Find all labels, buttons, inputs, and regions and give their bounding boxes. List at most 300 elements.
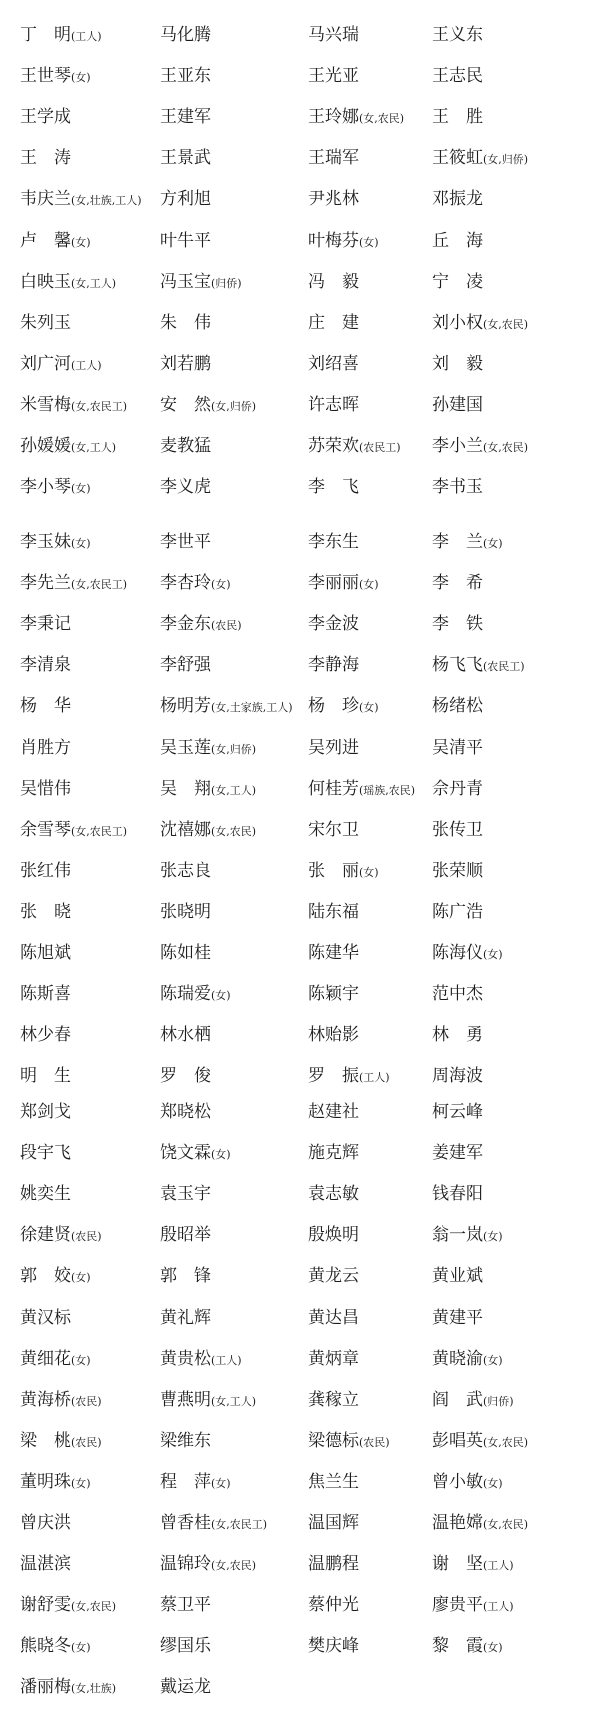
name-entry xyxy=(432,1510,528,1536)
person-note: (农民) xyxy=(71,1230,102,1244)
person-name: 熊晓冬 xyxy=(20,1636,71,1657)
name-entry xyxy=(308,735,359,761)
person-name: 刘 毅 xyxy=(432,353,483,374)
person-name: 曾小敏 xyxy=(432,1471,483,1492)
person-name: 郑剑戈 xyxy=(20,1102,71,1122)
person-note: (女) xyxy=(483,948,503,961)
name-entry xyxy=(432,1469,503,1495)
name-entry xyxy=(308,392,359,418)
name-entry xyxy=(160,1551,256,1577)
person-name: 郑晓松 xyxy=(160,1102,211,1122)
name-entry xyxy=(20,228,91,254)
person-name: 张 晓 xyxy=(20,901,71,922)
person-name: 李东生 xyxy=(308,532,359,552)
person-name: 赵建社 xyxy=(308,1102,359,1122)
person-name: 黄业斌 xyxy=(432,1266,483,1287)
name-entry xyxy=(160,1222,211,1248)
person-note: (女,工人) xyxy=(71,276,117,290)
person-name: 王筱虹 xyxy=(432,148,483,169)
person-name: 吴惜伟 xyxy=(20,778,71,799)
person-name: 陈广浩 xyxy=(432,901,483,922)
person-name: 黄汉标 xyxy=(20,1307,71,1328)
person-name: 安 然 xyxy=(160,394,211,415)
name-entry xyxy=(160,1022,211,1048)
name-entry xyxy=(432,22,483,48)
person-name: 苏荣欢 xyxy=(308,436,359,456)
person-note: (女,农民) xyxy=(483,441,529,454)
name-entry xyxy=(308,1510,359,1536)
person-name: 张志良 xyxy=(160,860,211,881)
name-entry xyxy=(432,1592,514,1618)
name-entry xyxy=(432,570,483,596)
person-name: 李先兰 xyxy=(20,573,71,594)
name-entry xyxy=(20,858,71,884)
name-entry xyxy=(160,104,211,130)
person-name: 樊庆峰 xyxy=(308,1636,359,1657)
name-entry xyxy=(432,611,483,637)
person-name: 柯云峰 xyxy=(432,1102,483,1122)
person-name: 黄礼辉 xyxy=(160,1307,211,1328)
name-entry xyxy=(20,1551,71,1577)
name-entry xyxy=(432,392,483,418)
name-entry xyxy=(20,1181,71,1207)
person-name: 陈海仪 xyxy=(432,943,483,963)
person-note: (女) xyxy=(359,578,379,592)
person-name: 杨 珍 xyxy=(308,696,359,717)
name-entry xyxy=(308,433,401,459)
name-entry xyxy=(20,1674,116,1700)
name-entry xyxy=(432,1387,514,1413)
person-name: 温锦玲 xyxy=(160,1554,211,1575)
name-entry xyxy=(20,1510,71,1536)
person-name: 李小兰 xyxy=(432,436,483,456)
name-entry xyxy=(160,186,211,212)
person-name: 潘丽梅 xyxy=(20,1677,71,1698)
person-note: (女,农民工) xyxy=(71,824,128,838)
person-name: 米雪梅 xyxy=(20,394,71,415)
person-note: (农民) xyxy=(359,1435,390,1449)
person-name: 肖胜方 xyxy=(20,737,71,758)
person-name: 黄达昌 xyxy=(308,1307,359,1328)
name-entry xyxy=(20,1346,91,1372)
person-name: 陈斯喜 xyxy=(20,984,71,1005)
name-entry xyxy=(160,1510,267,1536)
name-entry xyxy=(160,433,211,459)
name-entry xyxy=(308,776,415,802)
person-name: 黄炳章 xyxy=(308,1348,359,1369)
person-name: 卢 馨 xyxy=(20,230,71,251)
name-entry xyxy=(160,1592,211,1618)
person-name: 黄贵松 xyxy=(160,1348,211,1369)
person-name: 周海波 xyxy=(432,1066,483,1087)
person-note: (女) xyxy=(211,989,231,1003)
name-entry xyxy=(20,310,71,336)
person-name: 刘绍喜 xyxy=(308,353,359,374)
person-name: 谢 坚 xyxy=(432,1554,483,1575)
name-entry xyxy=(160,1263,211,1289)
person-note: (归侨) xyxy=(211,276,242,290)
name-entry xyxy=(20,474,91,500)
person-note: (女,农民) xyxy=(483,1518,529,1531)
name-entry xyxy=(20,1592,116,1618)
name-entry xyxy=(160,570,231,596)
person-name: 孙媛媛 xyxy=(20,436,71,456)
person-name: 温艳嫦 xyxy=(432,1513,483,1533)
person-name: 佘丹青 xyxy=(432,778,483,799)
person-name: 杨飞飞 xyxy=(432,655,483,676)
name-entry xyxy=(432,735,483,761)
person-name: 王玲娜 xyxy=(308,107,359,128)
person-note: (女,农民工) xyxy=(71,578,128,592)
person-note: (女) xyxy=(483,1641,503,1655)
person-note: (女) xyxy=(71,235,91,249)
name-entry xyxy=(308,1305,359,1331)
name-entry xyxy=(20,652,71,678)
person-note: (女) xyxy=(71,71,91,85)
person-name: 谢舒雯 xyxy=(20,1595,71,1616)
person-name: 朱 伟 xyxy=(160,312,211,333)
name-entry xyxy=(432,1222,503,1248)
person-note: (女,壮族) xyxy=(71,1682,117,1696)
person-name: 白映玉 xyxy=(20,271,71,292)
name-entry xyxy=(160,1181,211,1207)
person-note: (女) xyxy=(359,865,379,879)
person-name: 曹燕明 xyxy=(160,1389,211,1410)
name-entry xyxy=(308,1222,359,1248)
person-name: 郭 锋 xyxy=(160,1266,211,1287)
person-note: (工人) xyxy=(483,1600,514,1614)
name-entry xyxy=(20,1063,71,1089)
person-name: 温国辉 xyxy=(308,1513,359,1533)
person-note: (农民) xyxy=(211,619,242,633)
person-name: 王瑞军 xyxy=(308,148,359,169)
name-entry xyxy=(160,1140,231,1166)
name-entry xyxy=(432,104,483,130)
person-name: 钱春阳 xyxy=(432,1184,483,1205)
person-name: 陈瑞爱 xyxy=(160,984,211,1005)
person-name: 袁玉宇 xyxy=(160,1184,211,1205)
person-name: 黎 霞 xyxy=(432,1636,483,1657)
name-entry xyxy=(20,63,91,89)
person-note: (女,农民) xyxy=(483,317,529,331)
name-entry xyxy=(432,228,483,254)
person-name: 王景武 xyxy=(160,148,211,169)
name-entry xyxy=(160,1428,211,1454)
person-name: 范中杰 xyxy=(432,984,483,1005)
person-name: 李金东 xyxy=(160,614,211,635)
person-name: 陆东福 xyxy=(308,901,359,922)
name-entry xyxy=(160,1674,211,1700)
person-name: 吴玉莲 xyxy=(160,737,211,758)
person-name: 李丽丽 xyxy=(308,573,359,594)
person-name: 罗 俊 xyxy=(160,1066,211,1087)
person-name: 姚奕生 xyxy=(20,1184,71,1205)
name-entry xyxy=(160,63,211,89)
name-entry xyxy=(20,433,116,459)
name-entry xyxy=(308,1181,359,1207)
person-name: 殷焕明 xyxy=(308,1225,359,1246)
name-entry xyxy=(160,310,211,336)
person-note: (女,壮族,工人) xyxy=(71,194,142,208)
name-entry xyxy=(308,186,359,212)
person-name: 李义虎 xyxy=(160,477,211,498)
person-note: (女) xyxy=(71,1641,91,1655)
person-name: 丁 明 xyxy=(20,25,71,45)
person-name: 梁 桃 xyxy=(20,1430,71,1451)
person-note: (女,土家族,工人) xyxy=(211,701,293,715)
person-name: 李杏玲 xyxy=(160,573,211,594)
name-entry xyxy=(432,652,525,678)
person-note: (农民) xyxy=(71,1435,102,1449)
name-entry xyxy=(20,392,127,418)
person-note: (工人) xyxy=(71,358,102,372)
name-entry xyxy=(20,104,71,130)
name-entry xyxy=(308,981,359,1007)
person-name: 程 萍 xyxy=(160,1471,211,1492)
person-name: 曾香桂 xyxy=(160,1513,211,1533)
name-entry xyxy=(20,940,71,966)
person-note: (女,农民) xyxy=(71,1600,117,1614)
name-entry xyxy=(308,1346,359,1372)
name-entry xyxy=(20,1633,91,1659)
person-name: 蔡仲光 xyxy=(308,1595,359,1616)
person-name: 阎 武 xyxy=(432,1389,483,1410)
name-entry xyxy=(20,735,71,761)
name-entry xyxy=(308,858,379,884)
name-entry xyxy=(432,351,483,377)
person-name: 温湛滨 xyxy=(20,1554,71,1575)
person-name: 王光亚 xyxy=(308,66,359,87)
name-entry xyxy=(308,693,379,719)
person-name: 何桂芳 xyxy=(308,778,359,799)
name-entry xyxy=(20,1140,71,1166)
person-name: 廖贵平 xyxy=(432,1595,483,1616)
person-name: 黄晓渝 xyxy=(432,1348,483,1369)
name-entry xyxy=(20,817,127,843)
name-entry xyxy=(432,1305,483,1331)
person-name: 杨 华 xyxy=(20,696,71,717)
name-entry xyxy=(308,351,359,377)
person-name: 梁维东 xyxy=(160,1430,211,1451)
name-entry xyxy=(432,776,483,802)
person-note: (农民) xyxy=(71,1394,102,1408)
name-entry xyxy=(432,186,483,212)
person-name: 龚稼立 xyxy=(308,1389,359,1410)
name-entry xyxy=(432,63,483,89)
name-entry xyxy=(160,1063,211,1089)
name-entry xyxy=(308,1022,359,1048)
person-name: 张荣顺 xyxy=(432,860,483,881)
person-name: 林 勇 xyxy=(432,1025,483,1046)
name-entry xyxy=(308,1551,359,1577)
name-entry xyxy=(20,186,142,212)
name-entry xyxy=(308,1633,359,1659)
name-entry xyxy=(432,474,483,500)
name-entry xyxy=(308,104,404,130)
person-name: 许志晖 xyxy=(308,394,359,415)
name-entry xyxy=(308,1263,359,1289)
name-entry xyxy=(432,899,483,925)
person-name: 王世琴 xyxy=(20,66,71,87)
person-name: 马化腾 xyxy=(160,25,211,45)
name-entry xyxy=(160,693,293,719)
person-name: 陈旭斌 xyxy=(20,943,71,963)
name-entry xyxy=(20,145,71,171)
person-note: (女) xyxy=(211,578,231,592)
person-name: 王义东 xyxy=(432,25,483,45)
name-entry xyxy=(20,22,102,48)
name-entry xyxy=(308,22,359,48)
person-name: 马兴瑞 xyxy=(308,25,359,45)
person-note: (女) xyxy=(483,1476,503,1490)
person-name: 姜建军 xyxy=(432,1143,483,1164)
person-name: 陈如桂 xyxy=(160,943,211,963)
person-name: 朱列玉 xyxy=(20,312,71,333)
person-note: (女) xyxy=(359,701,379,715)
name-entry xyxy=(432,1140,483,1166)
person-note: (女) xyxy=(359,235,379,249)
person-note: (女,农民工) xyxy=(71,399,128,413)
person-name: 吴列进 xyxy=(308,737,359,758)
name-entry xyxy=(308,940,359,966)
name-entry xyxy=(432,693,483,719)
person-name: 殷昭举 xyxy=(160,1225,211,1246)
name-entry xyxy=(308,1428,390,1454)
person-name: 李世平 xyxy=(160,532,211,552)
person-name: 冯玉宝 xyxy=(160,271,211,292)
person-name: 宋尔卫 xyxy=(308,819,359,840)
name-entry xyxy=(308,1469,359,1495)
person-name: 冯 毅 xyxy=(308,271,359,292)
person-name: 刘广河 xyxy=(20,353,71,374)
name-entry xyxy=(20,899,71,925)
person-name: 庄 建 xyxy=(308,312,359,333)
name-entry xyxy=(308,652,359,678)
name-entry xyxy=(308,1063,390,1089)
name-entry xyxy=(160,529,211,555)
person-note: (工人) xyxy=(483,1559,514,1573)
name-entry xyxy=(308,269,359,295)
person-note: (女,归侨) xyxy=(211,399,257,413)
name-entry xyxy=(20,1099,71,1125)
person-name: 李 铁 xyxy=(432,614,483,635)
person-note: (女,农民) xyxy=(211,1559,257,1573)
name-entry xyxy=(308,228,379,254)
name-entry xyxy=(160,735,256,761)
person-name: 黄细花 xyxy=(20,1348,71,1369)
person-name: 彭唱英 xyxy=(432,1430,483,1451)
name-entry xyxy=(308,474,359,500)
person-name: 王学成 xyxy=(20,107,71,128)
person-note: (女) xyxy=(483,1230,503,1244)
name-entry xyxy=(432,1551,514,1577)
person-name: 缪国乐 xyxy=(160,1636,211,1657)
name-entry xyxy=(160,1305,211,1331)
person-name: 明 生 xyxy=(20,1066,71,1087)
name-entry xyxy=(432,1063,483,1089)
name-entry xyxy=(432,981,483,1007)
person-name: 梁德标 xyxy=(308,1430,359,1451)
person-name: 丘 海 xyxy=(432,230,483,251)
name-entry xyxy=(308,310,359,336)
name-entry xyxy=(160,652,211,678)
person-name: 王志民 xyxy=(432,66,483,87)
name-entry xyxy=(20,1263,91,1289)
name-entry xyxy=(20,1428,102,1454)
person-name: 李玉妹 xyxy=(20,532,71,552)
person-name: 陈颖宇 xyxy=(308,984,359,1005)
person-note: (女) xyxy=(211,1148,231,1162)
person-name: 翁一岚 xyxy=(432,1225,483,1246)
name-entry xyxy=(160,351,211,377)
name-entry xyxy=(160,940,211,966)
person-note: (女) xyxy=(483,1353,503,1367)
person-name: 温鹏程 xyxy=(308,1554,359,1575)
person-name: 焦兰生 xyxy=(308,1471,359,1492)
person-note: (女,农民) xyxy=(211,824,257,838)
name-entry xyxy=(432,1346,503,1372)
person-name: 戴运龙 xyxy=(160,1677,211,1698)
name-entry xyxy=(160,392,256,418)
name-entry xyxy=(20,1469,91,1495)
name-entry xyxy=(432,433,528,459)
person-name: 杨明芳 xyxy=(160,696,211,717)
person-name: 李书玉 xyxy=(432,477,483,498)
person-note: (工人) xyxy=(211,1353,242,1367)
person-name: 李舒强 xyxy=(160,655,211,676)
person-name: 王亚东 xyxy=(160,66,211,87)
person-name: 李金波 xyxy=(308,614,359,635)
person-note: (农民工) xyxy=(359,441,401,454)
name-entry xyxy=(308,529,359,555)
name-entry xyxy=(160,981,231,1007)
name-entry xyxy=(160,1633,211,1659)
person-note: (女) xyxy=(71,537,91,550)
name-entry xyxy=(308,145,359,171)
name-entry xyxy=(160,611,242,637)
person-note: (工人) xyxy=(71,30,102,43)
person-name: 林水栖 xyxy=(160,1025,211,1046)
person-note: (女,工人) xyxy=(211,783,257,797)
person-name: 李 希 xyxy=(432,573,483,594)
name-entry xyxy=(432,1181,483,1207)
person-name: 张晓明 xyxy=(160,901,211,922)
name-entry xyxy=(308,1387,359,1413)
name-entry xyxy=(20,776,71,802)
person-name: 董明珠 xyxy=(20,1471,71,1492)
person-name: 尹兆林 xyxy=(308,189,359,210)
person-name: 麦教猛 xyxy=(160,436,211,456)
name-entry xyxy=(160,817,256,843)
person-note: (瑶族,农民) xyxy=(359,783,416,797)
name-entry xyxy=(432,1428,528,1454)
person-name: 杨绪松 xyxy=(432,696,483,717)
person-name: 饶文霖 xyxy=(160,1143,211,1164)
name-entry xyxy=(20,1387,102,1413)
person-name: 李静海 xyxy=(308,655,359,676)
name-entry xyxy=(160,1099,211,1125)
person-name: 王 胜 xyxy=(432,107,483,128)
person-name: 曾庆洪 xyxy=(20,1513,71,1533)
person-name: 韦庆兰 xyxy=(20,189,71,210)
person-name: 吴 翔 xyxy=(160,778,211,799)
name-entry xyxy=(432,1099,483,1125)
person-name: 宁 凌 xyxy=(432,271,483,292)
person-note: (女) xyxy=(71,482,91,496)
person-name: 李 飞 xyxy=(308,477,359,498)
name-entry xyxy=(20,570,127,596)
person-name: 林贻影 xyxy=(308,1025,359,1046)
